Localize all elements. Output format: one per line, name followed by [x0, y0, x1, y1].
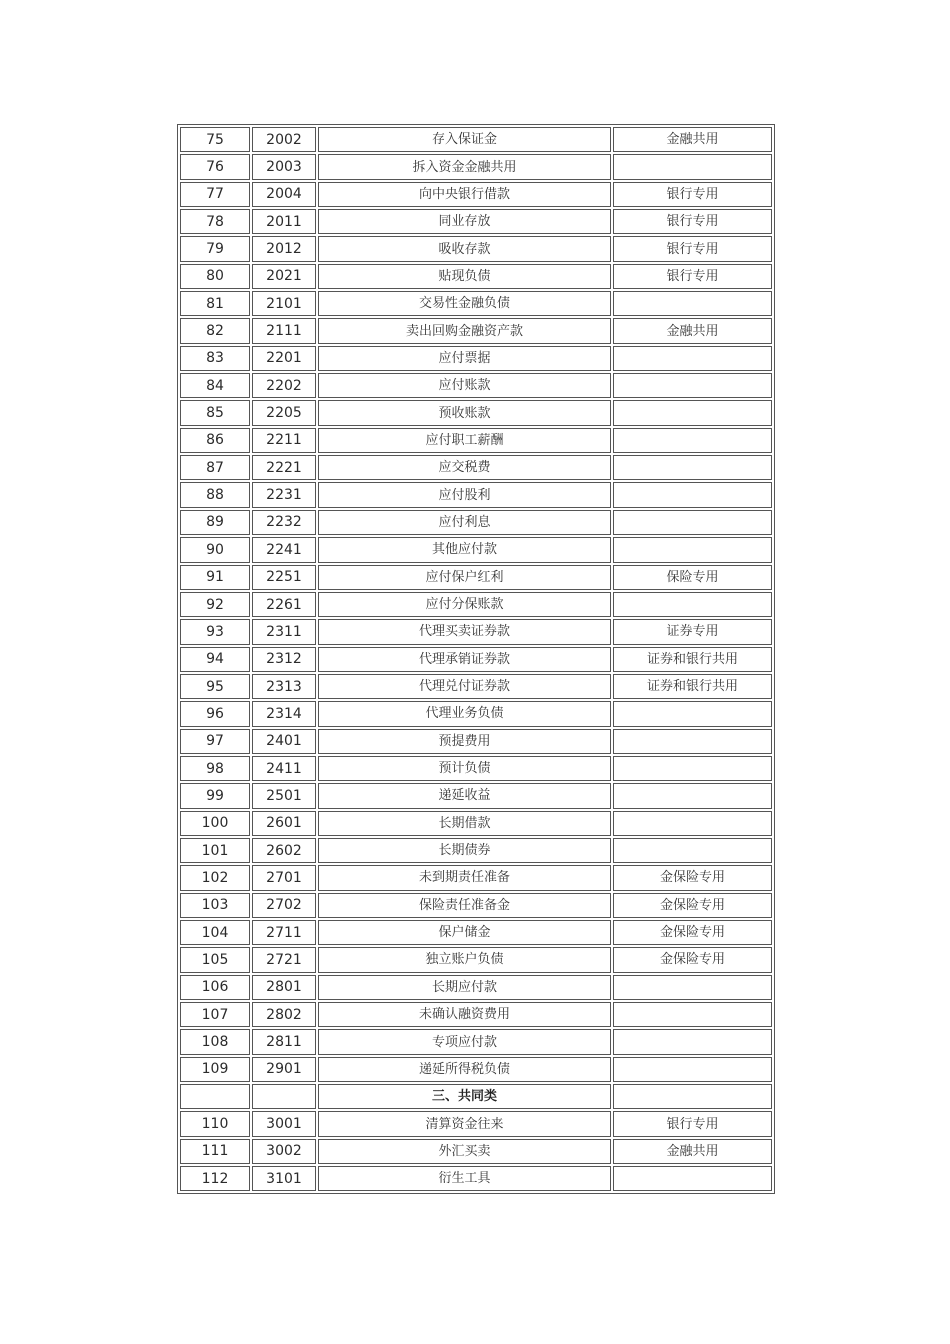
account-name-cell: 交易性金融负债	[318, 291, 611, 316]
remark-cell: 金保险专用	[613, 920, 772, 945]
account-name-cell: 长期应付款	[318, 975, 611, 1000]
account-code-cell: 2411	[252, 756, 316, 781]
account-name-cell: 吸收存款	[318, 236, 611, 261]
account-code-cell: 3002	[252, 1139, 316, 1164]
row-number-cell: 112	[180, 1166, 250, 1191]
account-code-cell: 2711	[252, 920, 316, 945]
row-number-cell: 88	[180, 482, 250, 507]
account-name-cell: 代理业务负债	[318, 701, 611, 726]
remark-cell: 金融共用	[613, 127, 772, 152]
account-code-cell: 3101	[252, 1166, 316, 1191]
table-row	[180, 647, 772, 672]
row-number-cell: 82	[180, 318, 250, 343]
remark-cell	[613, 701, 772, 726]
remark-cell: 证券和银行共用	[613, 674, 772, 699]
account-name-cell: 外汇买卖	[318, 1139, 611, 1164]
row-number-cell: 110	[180, 1111, 250, 1136]
remark-cell	[613, 537, 772, 562]
remark-cell: 金保险专用	[613, 947, 772, 972]
table-row	[180, 1111, 772, 1136]
account-code-cell: 2314	[252, 701, 316, 726]
account-name-cell: 同业存放	[318, 209, 611, 234]
table-row	[180, 811, 772, 836]
account-name-cell: 应付利息	[318, 510, 611, 535]
row-number-cell: 84	[180, 373, 250, 398]
table-row	[180, 264, 772, 289]
remark-cell: 证券专用	[613, 619, 772, 644]
remark-cell	[613, 1166, 772, 1191]
account-code-cell: 2202	[252, 373, 316, 398]
table-row	[180, 236, 772, 261]
remark-cell: 银行专用	[613, 1111, 772, 1136]
remark-cell	[613, 1002, 772, 1027]
remark-cell: 金保险专用	[613, 893, 772, 918]
account-name-cell: 应交税费	[318, 455, 611, 480]
table-row	[180, 209, 772, 234]
table-row	[180, 455, 772, 480]
row-number-cell: 86	[180, 428, 250, 453]
account-code-cell: 2311	[252, 619, 316, 644]
remark-cell: 金融共用	[613, 318, 772, 343]
account-name-cell: 向中央银行借款	[318, 182, 611, 207]
account-code-cell: 2251	[252, 565, 316, 590]
account-code-cell: 2501	[252, 783, 316, 808]
account-name-cell: 应付账款	[318, 373, 611, 398]
row-number-cell: 103	[180, 893, 250, 918]
account-code-cell: 2602	[252, 838, 316, 863]
remark-cell	[613, 291, 772, 316]
account-name-cell: 应付票据	[318, 346, 611, 371]
remark-cell	[613, 1029, 772, 1054]
remark-cell	[613, 975, 772, 1000]
account-name-cell: 预提费用	[318, 729, 611, 754]
row-number-cell: 101	[180, 838, 250, 863]
account-code-cell: 2802	[252, 1002, 316, 1027]
account-code-cell: 2004	[252, 182, 316, 207]
account-code-cell: 3001	[252, 1111, 316, 1136]
account-name-cell: 应付分保账款	[318, 592, 611, 617]
row-number-cell: 108	[180, 1029, 250, 1054]
remark-cell	[613, 455, 772, 480]
account-code-cell: 2021	[252, 264, 316, 289]
account-name-cell: 其他应付款	[318, 537, 611, 562]
account-name-cell: 应付保户红利	[318, 565, 611, 590]
account-code-cell: 2101	[252, 291, 316, 316]
remark-cell	[613, 428, 772, 453]
remark-cell	[613, 1057, 772, 1082]
table-row	[180, 865, 772, 890]
account-code-cell: 2312	[252, 647, 316, 672]
account-code-cell: 2401	[252, 729, 316, 754]
row-number-cell: 79	[180, 236, 250, 261]
table-row	[180, 182, 772, 207]
accounts-table-body	[180, 127, 772, 1191]
account-name-cell: 贴现负债	[318, 264, 611, 289]
table-row	[180, 154, 772, 179]
row-number-cell: 96	[180, 701, 250, 726]
account-code-cell: 2231	[252, 482, 316, 507]
table-row	[180, 127, 772, 152]
table-row	[180, 756, 772, 781]
row-number-cell	[180, 1084, 250, 1109]
remark-cell: 保险专用	[613, 565, 772, 590]
account-name-cell: 预收账款	[318, 400, 611, 425]
row-number-cell: 80	[180, 264, 250, 289]
account-code-cell: 2261	[252, 592, 316, 617]
account-code-cell: 2201	[252, 346, 316, 371]
table-row	[180, 400, 772, 425]
table-row	[180, 565, 772, 590]
remark-cell	[613, 154, 772, 179]
remark-cell: 金融共用	[613, 1139, 772, 1164]
table-row	[180, 1139, 772, 1164]
account-name-cell: 卖出回购金融资产款	[318, 318, 611, 343]
row-number-cell: 85	[180, 400, 250, 425]
remark-cell	[613, 346, 772, 371]
remark-cell	[613, 756, 772, 781]
table-row	[180, 1057, 772, 1082]
table-row	[180, 893, 772, 918]
table-row	[180, 537, 772, 562]
account-name-cell: 代理承销证券款	[318, 647, 611, 672]
accounts-table	[177, 124, 775, 1194]
row-number-cell: 102	[180, 865, 250, 890]
section-header-row	[180, 1084, 772, 1109]
remark-cell: 银行专用	[613, 264, 772, 289]
row-number-cell: 77	[180, 182, 250, 207]
account-name-cell: 递延收益	[318, 783, 611, 808]
table-row	[180, 482, 772, 507]
account-name-cell: 存入保证金	[318, 127, 611, 152]
table-row	[180, 1166, 772, 1191]
row-number-cell: 87	[180, 455, 250, 480]
remark-cell: 银行专用	[613, 236, 772, 261]
row-number-cell: 97	[180, 729, 250, 754]
row-number-cell: 106	[180, 975, 250, 1000]
row-number-cell: 78	[180, 209, 250, 234]
account-name-cell: 拆入资金金融共用	[318, 154, 611, 179]
table-row	[180, 783, 772, 808]
table-row	[180, 291, 772, 316]
table-row	[180, 619, 772, 644]
row-number-cell: 93	[180, 619, 250, 644]
account-name-cell: 未到期责任准备	[318, 865, 611, 890]
table-row	[180, 510, 772, 535]
remark-cell: 证券和银行共用	[613, 647, 772, 672]
remark-cell	[613, 811, 772, 836]
account-code-cell: 2701	[252, 865, 316, 890]
remark-cell	[613, 1084, 772, 1109]
remark-cell	[613, 729, 772, 754]
account-code-cell: 2721	[252, 947, 316, 972]
account-code-cell	[252, 1084, 316, 1109]
remark-cell	[613, 373, 772, 398]
row-number-cell: 95	[180, 674, 250, 699]
table-row	[180, 674, 772, 699]
remark-cell	[613, 482, 772, 507]
remark-cell	[613, 838, 772, 863]
table-row	[180, 838, 772, 863]
row-number-cell: 98	[180, 756, 250, 781]
account-name-cell: 预计负债	[318, 756, 611, 781]
row-number-cell: 99	[180, 783, 250, 808]
account-code-cell: 2111	[252, 318, 316, 343]
table-row	[180, 920, 772, 945]
account-name-cell: 专项应付款	[318, 1029, 611, 1054]
account-code-cell: 2601	[252, 811, 316, 836]
row-number-cell: 105	[180, 947, 250, 972]
remark-cell: 银行专用	[613, 182, 772, 207]
row-number-cell: 76	[180, 154, 250, 179]
account-code-cell: 2313	[252, 674, 316, 699]
row-number-cell: 92	[180, 592, 250, 617]
row-number-cell: 90	[180, 537, 250, 562]
table-row	[180, 729, 772, 754]
row-number-cell: 111	[180, 1139, 250, 1164]
remark-cell	[613, 783, 772, 808]
account-name-cell: 独立账户负债	[318, 947, 611, 972]
remark-cell: 银行专用	[613, 209, 772, 234]
account-name-cell: 长期债券	[318, 838, 611, 863]
account-code-cell: 2221	[252, 455, 316, 480]
row-number-cell: 104	[180, 920, 250, 945]
account-code-cell: 2011	[252, 209, 316, 234]
account-name-cell: 长期借款	[318, 811, 611, 836]
account-code-cell: 2241	[252, 537, 316, 562]
row-number-cell: 109	[180, 1057, 250, 1082]
account-name-cell: 未确认融资费用	[318, 1002, 611, 1027]
row-number-cell: 75	[180, 127, 250, 152]
account-name-cell: 衍生工具	[318, 1166, 611, 1191]
account-code-cell: 2232	[252, 510, 316, 535]
remark-cell	[613, 400, 772, 425]
account-name-cell: 保险责任准备金	[318, 893, 611, 918]
table-row	[180, 701, 772, 726]
account-code-cell: 2901	[252, 1057, 316, 1082]
account-code-cell: 2003	[252, 154, 316, 179]
account-name-cell: 应付职工薪酬	[318, 428, 611, 453]
table-row	[180, 346, 772, 371]
account-code-cell: 2801	[252, 975, 316, 1000]
account-name-cell: 保户储金	[318, 920, 611, 945]
remark-cell	[613, 510, 772, 535]
row-number-cell: 81	[180, 291, 250, 316]
row-number-cell: 100	[180, 811, 250, 836]
account-code-cell: 2702	[252, 893, 316, 918]
row-number-cell: 83	[180, 346, 250, 371]
table-row	[180, 1002, 772, 1027]
remark-cell	[613, 592, 772, 617]
remark-cell: 金保险专用	[613, 865, 772, 890]
table-row	[180, 428, 772, 453]
row-number-cell: 94	[180, 647, 250, 672]
account-code-cell: 2205	[252, 400, 316, 425]
table-row	[180, 975, 772, 1000]
section-title: 三、共同类	[318, 1084, 611, 1109]
row-number-cell: 89	[180, 510, 250, 535]
account-name-cell: 递延所得税负债	[318, 1057, 611, 1082]
table-row	[180, 947, 772, 972]
account-code-cell: 2811	[252, 1029, 316, 1054]
table-row	[180, 318, 772, 343]
table-row	[180, 1029, 772, 1054]
account-code-cell: 2211	[252, 428, 316, 453]
account-code-cell: 2002	[252, 127, 316, 152]
account-name-cell: 代理兑付证券款	[318, 674, 611, 699]
row-number-cell: 107	[180, 1002, 250, 1027]
account-code-cell: 2012	[252, 236, 316, 261]
account-name-cell: 应付股利	[318, 482, 611, 507]
table-row	[180, 592, 772, 617]
row-number-cell: 91	[180, 565, 250, 590]
account-name-cell: 代理买卖证券款	[318, 619, 611, 644]
account-name-cell: 清算资金往来	[318, 1111, 611, 1136]
table-row	[180, 373, 772, 398]
